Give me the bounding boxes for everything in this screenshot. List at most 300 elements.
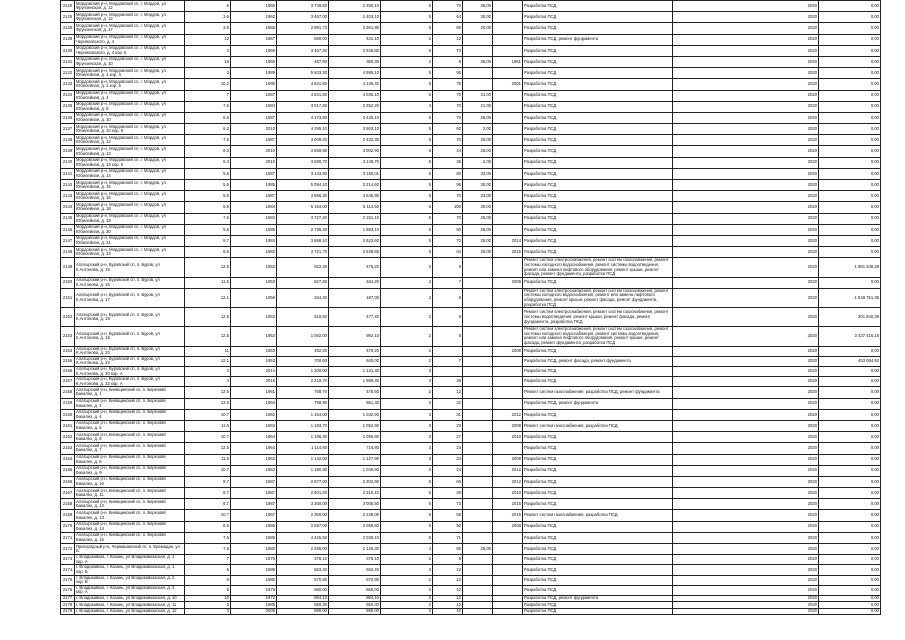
row-number: 2131 xyxy=(61,56,75,67)
living-area-cell: 562,40 xyxy=(329,565,381,575)
wear-cell: 12.1 xyxy=(185,288,231,307)
cost-cell: 0,00 xyxy=(819,23,881,34)
floors-cell: 5 xyxy=(381,12,433,23)
last-repair-cell: 2015 xyxy=(493,510,523,521)
table-row xyxy=(61,367,881,377)
year-built-cell: 1990 xyxy=(231,79,277,90)
work-type-cell: Разработка ПСД, ремонт фундамента xyxy=(523,595,673,601)
total-area-cell: 2 601,20 xyxy=(277,488,329,499)
wear-cell: 8.6 xyxy=(185,521,231,532)
year-built-cell: 1953 xyxy=(231,277,277,288)
cost-cell: 0,00 xyxy=(819,68,881,79)
residents-cell: 7 xyxy=(433,277,463,288)
table-row xyxy=(61,202,881,213)
table-row xyxy=(61,224,881,235)
wear-cell: 18 xyxy=(185,56,231,67)
row-number: 2172 xyxy=(61,544,75,555)
wear-cell: 7.5 xyxy=(185,135,231,146)
table-row xyxy=(61,288,881,307)
floors-cell: 6 xyxy=(381,202,433,213)
year-built-cell: 1985 xyxy=(231,602,277,608)
living-area-cell: 2 302,90 xyxy=(329,476,381,487)
table-row xyxy=(61,12,881,23)
plan-year-cell: 2020 xyxy=(673,327,819,346)
wear-cell: 6.5 xyxy=(185,112,231,123)
total-area-cell: 487,90 xyxy=(277,56,329,67)
wear-cell: 11.5 xyxy=(185,420,231,431)
residents-cell: 12 xyxy=(433,575,463,585)
deterioration-cell: 33,00 xyxy=(463,168,493,179)
work-type-cell: Разработка ПСД, ремонт фасада, ремонт фундамента xyxy=(523,356,673,366)
deterioration-cell xyxy=(463,68,493,79)
deterioration-cell: 30,00 xyxy=(463,12,493,23)
deterioration-cell xyxy=(463,409,493,420)
last-repair-cell: 2012 xyxy=(493,476,523,487)
deterioration-cell xyxy=(463,521,493,532)
cost-cell: 0,00 xyxy=(819,12,881,23)
residents-cell: 71 xyxy=(433,532,463,543)
living-area-cell: 3 002,90 xyxy=(329,146,381,157)
wear-cell: 3 xyxy=(185,45,231,56)
year-built-cell: 1962 xyxy=(231,409,277,420)
year-built-cell: 1987 xyxy=(231,135,277,146)
plan-year-cell: 2020 xyxy=(673,112,819,123)
deterioration-cell xyxy=(463,465,493,476)
year-built-cell: 1980 xyxy=(231,544,277,555)
floors-cell: 2 xyxy=(381,565,433,575)
floors-cell: 5 xyxy=(381,499,433,510)
floors-cell: 5 xyxy=(381,23,433,34)
deterioration-cell xyxy=(463,443,493,454)
row-number: 2169 xyxy=(61,510,75,521)
last-repair-cell: 2012 xyxy=(493,465,523,476)
total-area-cell: 700,60 xyxy=(277,356,329,366)
work-type-cell: Разработка ПСД xyxy=(523,565,673,575)
floors-cell: 5 xyxy=(381,521,433,532)
floors-cell: 2 xyxy=(381,56,433,67)
work-type-cell: Разработка ПСД xyxy=(523,443,673,454)
residents-cell: 8 xyxy=(433,308,463,327)
wear-cell: 3 xyxy=(185,68,231,79)
address-cell: Мордовский р-н, Мордовский сп, г. Мордов, ул Фрунзенская, д. 10 xyxy=(75,56,185,67)
work-type-cell: Разработка ПСД xyxy=(523,575,673,585)
living-area-cell: 1 052,90 xyxy=(329,420,381,431)
year-built-cell: 1963 xyxy=(231,420,277,431)
cost-cell: 0,00 xyxy=(819,499,881,510)
year-built-cell: 2014 xyxy=(231,367,277,377)
floors-cell: 5 xyxy=(381,135,433,146)
work-type-cell: Разработка ПСД xyxy=(523,68,673,79)
floors-cell: 2 xyxy=(381,555,433,565)
year-built-cell: 1963 xyxy=(231,454,277,465)
work-type-cell: Разработка ПСД xyxy=(523,277,673,288)
last-repair-cell xyxy=(493,575,523,585)
wear-cell: 5.5 xyxy=(185,224,231,235)
floors-cell: 3 xyxy=(381,420,433,431)
wear-cell: 3.5 xyxy=(185,23,231,34)
total-area-cell: 590,00 xyxy=(277,608,329,614)
deterioration-cell xyxy=(463,346,493,356)
living-area-cell: 3 903,10 xyxy=(329,124,381,135)
cost-cell: 0,00 xyxy=(819,602,881,608)
wear-cell: 7.6 xyxy=(185,101,231,112)
residents-cell: 8 xyxy=(433,56,463,67)
work-type-cell: Разработка ПСД xyxy=(523,101,673,112)
last-repair-cell: 2016 xyxy=(493,499,523,510)
residents-cell: 64 xyxy=(433,247,463,258)
wear-cell: 12.5 xyxy=(185,327,231,346)
last-repair-cell xyxy=(493,112,523,123)
floors-cell: 5 xyxy=(381,488,433,499)
deterioration-cell xyxy=(463,432,493,443)
row-number: 2144 xyxy=(61,202,75,213)
year-built-cell: 1964 xyxy=(231,432,277,443)
deterioration-cell: 35,00 xyxy=(463,56,493,67)
work-type-cell: Разработка ПСД xyxy=(523,608,673,614)
floors-cell: 5 xyxy=(381,180,433,191)
address-cell: Алатырский р-н, Буровский сп, п. Буров, ул К.Антонова, д. 30 кор. А xyxy=(75,367,185,377)
work-type-cell: Разработка ПСД xyxy=(523,12,673,23)
address-cell: Пригородный р-н, Чермашинский сп, п. Еремадан, ул Б. xyxy=(75,544,185,555)
last-repair-cell xyxy=(493,565,523,575)
work-type-cell: Разработка ПСД xyxy=(523,90,673,101)
row-number: 2178 xyxy=(61,602,75,608)
wear-cell: 4 xyxy=(185,377,231,387)
living-area-cell: 2 945,80 xyxy=(329,45,381,56)
last-repair-cell: 2014 xyxy=(493,235,523,246)
living-area-cell: 3 148,70 xyxy=(329,157,381,168)
year-built-cell: 1962 xyxy=(231,12,277,23)
wear-cell: 10.2 xyxy=(185,79,231,90)
row-number: 2125 xyxy=(61,12,75,23)
last-repair-cell xyxy=(493,308,523,327)
wear-cell: 5.5 xyxy=(185,202,231,213)
plan-year-cell: 2020 xyxy=(673,258,819,277)
cost-cell: 0,00 xyxy=(819,585,881,595)
row-number: 2173 xyxy=(61,555,75,565)
last-repair-cell: 2008 xyxy=(493,346,523,356)
address-cell: Алатырский р-н, Киевщинский сп, п. Березовй Бакалнх, д. 14 xyxy=(75,521,185,532)
living-area-cell: 187,00 xyxy=(329,288,381,307)
living-area-cell: 864,10 xyxy=(329,595,381,601)
plan-year-cell: 2020 xyxy=(673,346,819,356)
work-type-cell: Разработка ПСД xyxy=(523,476,673,487)
table-row xyxy=(61,168,881,179)
deterioration-cell xyxy=(463,308,493,327)
cost-cell: 0,00 xyxy=(819,454,881,465)
total-area-cell: 5 503,30 xyxy=(277,68,329,79)
living-area-cell: 1 131,30 xyxy=(329,367,381,377)
table-row xyxy=(61,465,881,476)
total-area-cell: 3 590,70 xyxy=(277,157,329,168)
wear-cell: 8.7 xyxy=(185,488,231,499)
address-cell: Алатырский р-н, Буровский сп, п. Буров, ул К.Антонова, д. 17 xyxy=(75,288,185,307)
deterioration-cell: 2,00 xyxy=(463,124,493,135)
work-type-cell: Разработка ПСД xyxy=(523,488,673,499)
residents-cell: 70 xyxy=(433,1,463,12)
floors-cell: 2 xyxy=(381,308,433,327)
living-area-cell: 3 425,10 xyxy=(329,112,381,123)
plan-year-cell: 2020 xyxy=(673,602,819,608)
cost-cell: 0,00 xyxy=(819,387,881,398)
total-area-cell: 3 727,40 xyxy=(277,213,329,224)
last-repair-cell xyxy=(493,23,523,34)
row-number: 2157 xyxy=(61,377,75,387)
table-row xyxy=(61,432,881,443)
row-number: 2145 xyxy=(61,213,75,224)
row-number: 2168 xyxy=(61,499,75,510)
wear-cell: 12.6 xyxy=(185,387,231,398)
floors-cell: 3 xyxy=(381,409,433,420)
floors-cell: 5 xyxy=(381,532,433,543)
last-repair-cell xyxy=(493,168,523,179)
work-type-cell: Разработка ПСД xyxy=(523,585,673,595)
address-cell: Мордовский р-н, Мордовский сп, г. Мордов, ул Юбилейная, д. 4 xyxy=(75,90,185,101)
living-area-cell: 1 983,10 xyxy=(329,224,381,235)
year-built-cell: 1985 xyxy=(231,532,277,543)
address-cell: Мордовский р-н, Мордовский сп, г. Мордов, ул Юбилейная, д. 1 кор. 4 xyxy=(75,68,185,79)
year-built-cell: 1989 xyxy=(231,68,277,79)
residents-cell: 40 xyxy=(433,488,463,499)
floors-cell: 5 xyxy=(381,157,433,168)
total-area-cell: 527,80 xyxy=(277,277,329,288)
work-type-cell: Разработка ПСД xyxy=(523,235,673,246)
year-built-cell: 1987 xyxy=(231,476,277,487)
wear-cell: 5.5 xyxy=(185,168,231,179)
total-area-cell: 2 991,73 xyxy=(277,23,329,34)
table-row xyxy=(61,488,881,499)
last-repair-cell xyxy=(493,146,523,157)
last-repair-cell: 2012 xyxy=(493,409,523,420)
living-area-cell: 4 995,10 xyxy=(329,68,381,79)
floors-cell: 3 xyxy=(381,465,433,476)
last-repair-cell: 1961 xyxy=(493,56,523,67)
cost-cell: 0,00 xyxy=(819,34,881,45)
wear-cell: 6 xyxy=(185,565,231,575)
deterioration-cell xyxy=(463,488,493,499)
residents-cell: 12 xyxy=(433,585,463,595)
floors-cell: 5 xyxy=(381,112,433,123)
total-area-cell: 563,40 xyxy=(277,565,329,575)
last-repair-cell xyxy=(493,288,523,307)
wear-cell: 7 xyxy=(185,90,231,101)
table-row xyxy=(61,443,881,454)
work-type-cell: Разработка ПСД xyxy=(523,602,673,608)
deterioration-cell xyxy=(463,532,493,543)
work-type-cell: Разработка ПСД xyxy=(523,454,673,465)
table-row xyxy=(61,377,881,387)
last-repair-cell: 2001 xyxy=(493,79,523,90)
last-repair-cell xyxy=(493,532,523,543)
row-number: 2156 xyxy=(61,367,75,377)
plan-year-cell: 2020 xyxy=(673,146,819,157)
deterioration-cell xyxy=(463,79,493,90)
year-built-cell: 1953 xyxy=(231,346,277,356)
work-type-cell: Разработка ПСД xyxy=(523,247,673,258)
address-cell: Алатырский р-н, Киевщинский сп, п. Березовй Бакалнх, д. 6 xyxy=(75,432,185,443)
wear-cell: 10 xyxy=(185,595,231,601)
plan-year-cell: 2020 xyxy=(673,420,819,431)
living-area-cell: 550,30 xyxy=(329,602,381,608)
plan-year-cell: 2020 xyxy=(673,191,819,202)
floors-cell: 5 xyxy=(381,476,433,487)
last-repair-cell xyxy=(493,90,523,101)
work-type-cell: Разработка ПСД xyxy=(523,124,673,135)
total-area-cell: 344,40 xyxy=(277,288,329,307)
living-area-cell: 5 114,50 xyxy=(329,202,381,213)
address-cell: г. Владикавказ, г. Казань, ул Владикавказская, д. 2 кор. В xyxy=(75,575,185,585)
wear-cell: 6 xyxy=(185,1,231,12)
year-built-cell: 1964 xyxy=(231,443,277,454)
work-type-cell: Разработка ПСД, ремонт фундамента xyxy=(523,398,673,409)
total-area-cell: 522,40 xyxy=(277,258,329,277)
cost-cell: 0,00 xyxy=(819,79,881,90)
address-cell: Алатырский р-н, Киевщинский сп, п. Березовй Бакалнх, д. 2 xyxy=(75,398,185,409)
row-number: 2143 xyxy=(61,191,75,202)
deterioration-cell xyxy=(463,367,493,377)
wear-cell: 12 xyxy=(185,34,231,45)
wear-cell: 11.5 xyxy=(185,277,231,288)
residents-cell: 70 xyxy=(433,112,463,123)
address-cell: Мордовский р-н, Мордовский сп, г. Мордов, ул Юбилейная, д. 23 xyxy=(75,247,185,258)
plan-year-cell: 2020 xyxy=(673,34,819,45)
wear-cell: 7.6 xyxy=(185,213,231,224)
table-row xyxy=(61,532,881,543)
plan-year-cell: 2020 xyxy=(673,387,819,398)
address-cell: Мордовский р-н, Мордовский сп, г. Мордов, ул Юбилейная, д. 13 xyxy=(75,146,185,157)
row-number: 2170 xyxy=(61,521,75,532)
floors-cell: 5 xyxy=(381,90,433,101)
residents-cell: 50 xyxy=(433,224,463,235)
total-area-cell: 3 017,80 xyxy=(277,101,329,112)
wear-cell: 7.5 xyxy=(185,544,231,555)
year-built-cell: 1966 xyxy=(231,521,277,532)
last-repair-cell xyxy=(493,202,523,213)
total-area-cell: 3 009,20 xyxy=(277,135,329,146)
cost-cell: 0,00 xyxy=(819,544,881,555)
deterioration-cell xyxy=(463,555,493,565)
plan-year-cell: 2020 xyxy=(673,224,819,235)
last-repair-cell xyxy=(493,443,523,454)
total-area-cell: 560,00 xyxy=(277,585,329,595)
deterioration-cell: 30,00 xyxy=(463,202,493,213)
cost-cell: 1 548 751,35 xyxy=(819,288,881,307)
living-area-cell: 2 539,60 xyxy=(329,247,381,258)
table-row xyxy=(61,346,881,356)
wear-cell: 8.7 xyxy=(185,476,231,487)
deterioration-cell xyxy=(463,398,493,409)
total-area-cell: 4 425,50 xyxy=(277,532,329,543)
cost-cell: 301 940,39 xyxy=(819,308,881,327)
cost-cell: 0,00 xyxy=(819,595,881,601)
row-number: 2165 xyxy=(61,465,75,476)
total-area-cell: 1 183,70 xyxy=(277,420,329,431)
last-repair-cell xyxy=(493,157,523,168)
total-area-cell: 4 173,80 xyxy=(277,112,329,123)
deterioration-cell: 25,00 xyxy=(463,146,493,157)
year-built-cell: 1987 xyxy=(231,499,277,510)
residents-cell: 12 xyxy=(433,608,463,614)
residents-cell: 8 xyxy=(433,258,463,277)
deterioration-cell xyxy=(463,510,493,521)
last-repair-cell xyxy=(493,180,523,191)
work-type-cell: Ремонт систем электроснабжения, ремонт систем газоснабжения, ремонт системы холодного водоснабжения, ремонт системы водоотведения, ремонт или замена лифтового оборудования, ремонт крыши, ремонт фасада, ремонт фундамента, разработка ПСД xyxy=(523,258,673,277)
deterioration-cell: 30,00 xyxy=(463,180,493,191)
table-row xyxy=(61,258,881,277)
deterioration-cell xyxy=(463,45,493,56)
row-number: 2130 xyxy=(61,45,75,56)
residents-cell: 60 xyxy=(433,544,463,555)
row-number: 2149 xyxy=(61,258,75,277)
work-type-cell: Разработка ПСД xyxy=(523,521,673,532)
address-cell: Алатырский р-н, Буровский сп, п. Буров, ул К.Антонова, д. 16 xyxy=(75,277,185,288)
work-type-cell: Разработка ПСД xyxy=(523,432,673,443)
plan-year-cell: 2020 xyxy=(673,12,819,23)
total-area-cell: 2 577,00 xyxy=(277,476,329,487)
last-repair-cell xyxy=(493,377,523,387)
work-type-cell: Разработка ПСД xyxy=(523,180,673,191)
floors-cell: 4 xyxy=(381,101,433,112)
table-row xyxy=(61,420,881,431)
living-area-cell: 376,10 xyxy=(329,555,381,565)
plan-year-cell: 2020 xyxy=(673,575,819,585)
total-area-cell: 1 154,00 xyxy=(277,409,329,420)
last-repair-cell xyxy=(493,213,523,224)
table-row xyxy=(61,79,881,90)
table-row xyxy=(61,585,881,595)
plan-year-cell: 2020 xyxy=(673,565,819,575)
address-cell: Алатырский р-н, Киевщинский сп, п. Березовй Бакалнх, д. 9 xyxy=(75,465,185,476)
cost-cell: 0,00 xyxy=(819,101,881,112)
living-area-cell: 3 545,90 xyxy=(329,191,381,202)
total-area-cell: 1 114,80 xyxy=(277,443,329,454)
plan-year-cell: 2020 xyxy=(673,23,819,34)
living-area-cell: 476,50 xyxy=(329,387,381,398)
living-area-cell: 2 403,10 xyxy=(329,12,381,23)
cost-cell: 0,00 xyxy=(819,45,881,56)
row-number: 2126 xyxy=(61,23,75,34)
table-row xyxy=(61,521,881,532)
living-area-cell: 2 623,60 xyxy=(329,235,381,246)
row-number: 2167 xyxy=(61,488,75,499)
floors-cell: 3 xyxy=(381,367,433,377)
table-row xyxy=(61,398,881,409)
living-area-cell: 350,30 xyxy=(329,56,381,67)
address-cell: г. Владикавказ, г. Казань, ул Владикавказская, д. 1 кор. Б xyxy=(75,565,185,575)
plan-year-cell: 2020 xyxy=(673,409,819,420)
total-area-cell: 378,10 xyxy=(277,555,329,565)
deterioration-cell: 25,00 xyxy=(463,112,493,123)
cost-cell: 0,00 xyxy=(819,575,881,585)
work-type-cell: Ремонт систем газоснабжения, разработка ПСД xyxy=(523,420,673,431)
residents-cell: 70 xyxy=(433,135,463,146)
plan-year-cell: 2020 xyxy=(673,213,819,224)
address-cell: г. Владикавказ, г. Казань, ул Владикавказская, д. 10 xyxy=(75,595,185,601)
cost-cell: 0,00 xyxy=(819,224,881,235)
address-cell: г. Владикавказ, г. Казань, ул Владикавказская, д. 12 xyxy=(75,608,185,614)
residents-cell: 73 xyxy=(433,45,463,56)
living-area-cell: 2 151,10 xyxy=(329,213,381,224)
floors-cell: 3 xyxy=(381,377,433,387)
table-row xyxy=(61,476,881,487)
cost-cell: 0,00 xyxy=(819,432,881,443)
floors-cell: 2 xyxy=(381,34,433,45)
cost-cell: 0,00 xyxy=(819,1,881,12)
last-repair-cell xyxy=(493,68,523,79)
table-row xyxy=(61,101,881,112)
row-number: 2164 xyxy=(61,454,75,465)
work-type-cell: Ремонт систем электроснабжения, ремонт систем газоснабжения, ремонт системы холодного водоснабжения, ремонт системы водоотведения, ремонт или замена лифтового оборудования, ремонт крыши, ремонт фасада, ремонт фундамента, разработка ПСД xyxy=(523,327,673,346)
